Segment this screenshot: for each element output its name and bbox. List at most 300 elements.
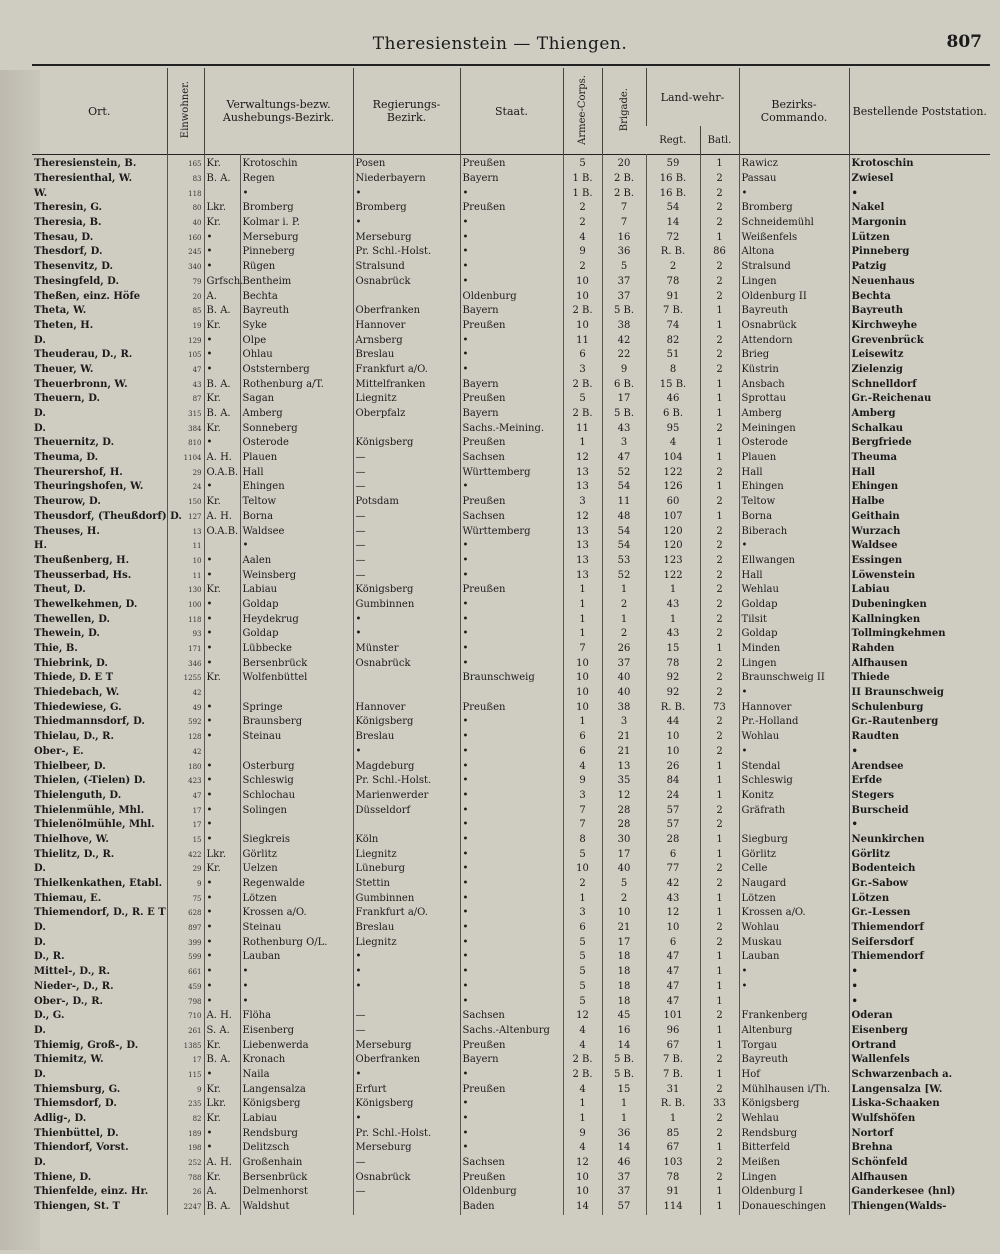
table-row (32, 1097, 990, 1112)
cell-verw-type: • (204, 598, 240, 613)
cell-verw-name: Wolfenbüttel (240, 671, 353, 686)
cell-verw-name: Ehingen (240, 480, 353, 495)
cell-post: Langensalza [W. (849, 1082, 990, 1097)
cell-staat: • (460, 980, 563, 995)
cell-regierung: Magdeburg (353, 759, 460, 774)
cell-regt: 57 (646, 803, 700, 818)
cell-post: Brehna (849, 1141, 990, 1156)
cell-einwohner: 130 (167, 583, 204, 598)
col-ort: Ort. (88, 104, 111, 118)
cell-regierung: • (353, 1112, 460, 1127)
cell-brigade: 14 (602, 1038, 646, 1053)
cell-regt: 85 (646, 1126, 700, 1141)
cell-armee: 4 (563, 230, 602, 245)
cell-ort: Theuerbronn, W. (34, 378, 128, 390)
cell-batl: 1 (700, 319, 739, 334)
table-row (32, 671, 990, 686)
cell-batl: 2 (700, 730, 739, 745)
cell-regierung: — (353, 1024, 460, 1039)
cell-verw-name: Rügen (240, 260, 353, 275)
cell-post: Essingen (849, 554, 990, 569)
cell-brigade: 40 (602, 686, 646, 701)
cell-post: Amberg (849, 407, 990, 422)
cell-bezirk: Wehlau (739, 583, 849, 598)
cell-brigade: 7 (602, 201, 646, 216)
cell-einwohner: 118 (167, 612, 204, 627)
cell-regierung: — (353, 480, 460, 495)
cell-staat: Preußen (460, 392, 563, 407)
cell-staat: • (460, 186, 563, 201)
cell-batl: 1 (700, 510, 739, 525)
cell-brigade: 9 (602, 363, 646, 378)
cell-ort: Thienfelde, einz. Hr. (34, 1186, 149, 1198)
cell-batl: 2 (700, 554, 739, 569)
cell-verw-type: • (204, 1126, 240, 1141)
col-regt: Regt. (659, 134, 687, 146)
cell-post: Burscheid (849, 803, 990, 818)
cell-einwohner: 11 (167, 568, 204, 583)
cell-ort: Thiemitz, W. (34, 1054, 104, 1066)
cell-brigade: 21 (602, 730, 646, 745)
cell-verw-name: Teltow (240, 495, 353, 510)
cell-armee: 5 (563, 935, 602, 950)
cell-batl: 1 (700, 230, 739, 245)
cell-regt: 67 (646, 1141, 700, 1156)
cell-armee: 11 (563, 421, 602, 436)
cell-brigade: 2 B. (602, 172, 646, 187)
cell-verw-type: • (204, 245, 240, 260)
cell-verw-name: Waldsee (240, 524, 353, 539)
cell-post: Seifersdorf (849, 935, 990, 950)
cell-staat: • (460, 656, 563, 671)
cell-verw-type: • (204, 921, 240, 936)
cell-post: II Braunschweig (849, 686, 990, 701)
cell-batl: 1 (700, 1200, 739, 1215)
cell-verw-name (240, 745, 353, 760)
cell-armee: 10 (563, 656, 602, 671)
cell-verw-name: Großenhain (240, 1156, 353, 1171)
cell-bezirk: Osterode (739, 436, 849, 451)
cell-verw-type: • (204, 1068, 240, 1083)
cell-post: Patzig (849, 260, 990, 275)
table-row (32, 1112, 990, 1127)
col-verwaltung: Verwaltungs-bezw. Aushebungs-Bezirk. (204, 68, 353, 155)
cell-ort: W. (34, 187, 48, 199)
cell-einwohner: 19 (167, 319, 204, 334)
cell-regierung: • (353, 980, 460, 995)
cell-brigade: 1 (602, 1112, 646, 1127)
cell-einwohner: 261 (167, 1024, 204, 1039)
cell-armee: 3 (563, 363, 602, 378)
cell-bezirk: Görlitz (739, 847, 849, 862)
cell-ort: Thienbüttel, D. (34, 1127, 119, 1139)
cell-ort: D., G. (34, 1010, 65, 1022)
cell-batl: 1 (700, 642, 739, 657)
cell-ort: Thielen, (-Tielen) D. (34, 775, 146, 787)
cell-einwohner: 13 (167, 524, 204, 539)
cell-staat: • (460, 745, 563, 760)
cell-verw-name: Delitzsch (240, 1141, 353, 1156)
cell-verw-name: Rothenburg a/T. (240, 377, 353, 392)
cell-verw-name: Plauen (240, 451, 353, 466)
cell-batl: 1 (700, 906, 739, 921)
cell-einwohner: 788 (167, 1170, 204, 1185)
cell-verw-type: S. A. (204, 1024, 240, 1039)
cell-brigade: 2 (602, 598, 646, 613)
cell-verw-name: Steinau (240, 921, 353, 936)
cell-staat: Bayern (460, 407, 563, 422)
cell-verw-type: • (204, 759, 240, 774)
cell-ort: Theßen, einz. Höfe (34, 290, 141, 302)
cell-verw-type: Kr. (204, 495, 240, 510)
cell-ort: Thiebrink, D. (34, 657, 108, 669)
cell-bezirk: Biberach (739, 524, 849, 539)
cell-einwohner: 24 (167, 480, 204, 495)
cell-einwohner: 79 (167, 275, 204, 290)
cell-einwohner: 26 (167, 1185, 204, 1200)
cell-regierung (353, 994, 460, 1009)
cell-bezirk: Oldenburg I (739, 1185, 849, 1200)
cell-bezirk: • (739, 745, 849, 760)
cell-brigade: 22 (602, 348, 646, 363)
cell-einwohner: 83 (167, 172, 204, 187)
cell-bezirk: Braunschweig II (739, 671, 849, 686)
cell-armee: 9 (563, 1126, 602, 1141)
cell-einwohner: 9 (167, 1082, 204, 1097)
cell-post: • (849, 745, 990, 760)
cell-bezirk: • (739, 686, 849, 701)
table-row (32, 539, 990, 554)
cell-verw-type: • (204, 656, 240, 671)
cell-regierung: • (353, 612, 460, 627)
cell-einwohner: 87 (167, 392, 204, 407)
cell-staat: • (460, 877, 563, 892)
cell-brigade: 5 (602, 260, 646, 275)
cell-verw-name: Goldap (240, 598, 353, 613)
cell-staat: • (460, 598, 563, 613)
cell-armee: 2 B. (563, 407, 602, 422)
table-row (32, 275, 990, 290)
cell-ort: Thiemsburg, G. (34, 1083, 121, 1095)
cell-regierung: Merseburg (353, 1038, 460, 1053)
cell-bezirk: Gräfrath (739, 803, 849, 818)
cell-regt: 114 (646, 1200, 700, 1215)
cell-batl: 1 (700, 759, 739, 774)
cell-bezirk: Wehlau (739, 1112, 849, 1127)
cell-armee: 3 (563, 906, 602, 921)
cell-verw-name: Kolmar i. P. (240, 216, 353, 231)
header-rule (32, 64, 990, 66)
table-row (32, 495, 990, 510)
cell-regierung (353, 1200, 460, 1215)
cell-verw-name: Rendsburg (240, 1126, 353, 1141)
cell-bezirk: Ellwangen (739, 554, 849, 569)
cell-brigade: 38 (602, 700, 646, 715)
cell-bezirk: Lingen (739, 275, 849, 290)
cell-post: Thiemendorf (849, 950, 990, 965)
cell-verw-name: Syke (240, 319, 353, 334)
cell-verw-type: • (204, 1141, 240, 1156)
cell-regierung: Gumbinnen (353, 598, 460, 613)
cell-armee: 4 (563, 759, 602, 774)
cell-regierung: Merseburg (353, 1141, 460, 1156)
cell-einwohner: 1255 (167, 671, 204, 686)
cell-einwohner: 423 (167, 774, 204, 789)
cell-verw-type: Lkr. (204, 847, 240, 862)
cell-batl: 2 (700, 201, 739, 216)
cell-brigade: 35 (602, 774, 646, 789)
cell-batl: 1 (700, 994, 739, 1009)
cell-bezirk: Mühlhausen i/Th. (739, 1082, 849, 1097)
cell-verw-name: Regenwalde (240, 877, 353, 892)
table-row (32, 201, 990, 216)
cell-armee: 7 (563, 803, 602, 818)
cell-ort: D. (34, 408, 46, 420)
cell-regt: 26 (646, 759, 700, 774)
cell-brigade: 38 (602, 319, 646, 334)
cell-regierung: • (353, 745, 460, 760)
cell-regt: 43 (646, 891, 700, 906)
cell-brigade: 11 (602, 495, 646, 510)
cell-staat (460, 686, 563, 701)
cell-verw-name: Merseburg (240, 230, 353, 245)
cell-verw-name: Bayreuth (240, 304, 353, 319)
cell-bezirk: Meißen (739, 1156, 849, 1171)
cell-einwohner: 897 (167, 921, 204, 936)
cell-verw-name: Lübbecke (240, 642, 353, 657)
cell-staat: Oldenburg (460, 289, 563, 304)
cell-ort: Thie, B. (34, 643, 78, 655)
cell-ort: Theuses, H. (34, 525, 100, 537)
cell-bezirk: Passau (739, 172, 849, 187)
col-regierung: Regierungs-Bezirk. (353, 68, 460, 155)
table-row (32, 789, 990, 804)
cell-verw-type: • (204, 994, 240, 1009)
table-row (32, 216, 990, 231)
cell-armee: 6 (563, 745, 602, 760)
cell-batl: 1 (700, 1024, 739, 1039)
cell-verw-type: • (204, 230, 240, 245)
table-row (32, 906, 990, 921)
cell-regt: 28 (646, 833, 700, 848)
cell-regt: 84 (646, 774, 700, 789)
table-row (32, 715, 990, 730)
cell-einwohner: 9 (167, 877, 204, 892)
cell-einwohner: 128 (167, 730, 204, 745)
cell-staat: • (460, 1126, 563, 1141)
cell-bezirk: Muskau (739, 935, 849, 950)
cell-verw-name: Schleswig (240, 774, 353, 789)
cell-verw-type: • (204, 833, 240, 848)
table-row (32, 510, 990, 525)
cell-post: Liska-Schaaken (849, 1097, 990, 1112)
cell-einwohner: 798 (167, 994, 204, 1009)
cell-ort: Theresienstein, B. (34, 158, 137, 170)
cell-brigade: 17 (602, 847, 646, 862)
table-row (32, 627, 990, 642)
cell-batl: 2 (700, 363, 739, 378)
cell-verw-name: Bentheim (240, 275, 353, 290)
cell-brigade: 21 (602, 745, 646, 760)
cell-staat: Sachsen (460, 1009, 563, 1024)
cell-armee: 12 (563, 451, 602, 466)
table-row (32, 1053, 990, 1068)
cell-regierung: • (353, 627, 460, 642)
cell-regierung: • (353, 186, 460, 201)
cell-einwohner: 82 (167, 1112, 204, 1127)
table-row (32, 598, 990, 613)
cell-verw-type: • (204, 554, 240, 569)
cell-einwohner: 40 (167, 216, 204, 231)
cell-armee: 13 (563, 465, 602, 480)
cell-einwohner: 80 (167, 201, 204, 216)
table-row (32, 862, 990, 877)
cell-brigade: 37 (602, 1185, 646, 1200)
cell-ort: Thesau, D. (34, 231, 94, 243)
cell-regt: 67 (646, 1038, 700, 1053)
cell-einwohner: 105 (167, 348, 204, 363)
cell-verw-type (204, 686, 240, 701)
cell-regt: 47 (646, 965, 700, 980)
cell-brigade: 17 (602, 392, 646, 407)
cell-verw-type: • (204, 480, 240, 495)
cell-staat: Bayern (460, 304, 563, 319)
cell-regt: 51 (646, 348, 700, 363)
cell-regierung: Erfurt (353, 1082, 460, 1097)
cell-verw-type: • (204, 774, 240, 789)
cell-verw-type (204, 539, 240, 554)
table-row (32, 583, 990, 598)
cell-batl: 2 (700, 715, 739, 730)
cell-batl: 1 (700, 407, 739, 422)
cell-einwohner: 252 (167, 1156, 204, 1171)
cell-staat: • (460, 994, 563, 1009)
cell-verw-type: Kr. (204, 1170, 240, 1185)
cell-regierung: Düsseldorf (353, 803, 460, 818)
table-row (32, 745, 990, 760)
cell-armee: 6 (563, 348, 602, 363)
cell-staat: • (460, 642, 563, 657)
table-row (32, 994, 990, 1009)
cell-regierung: Breslau (353, 348, 460, 363)
cell-einwohner: 661 (167, 965, 204, 980)
cell-batl: 2 (700, 216, 739, 231)
cell-einwohner: 384 (167, 421, 204, 436)
cell-staat: • (460, 275, 563, 290)
col-einwohner: Einwohner. (167, 68, 204, 155)
cell-regt: 123 (646, 554, 700, 569)
cell-verw-type: O.A.B. (204, 465, 240, 480)
table-row (32, 480, 990, 495)
cell-ort: Thiemsdorf, D. (34, 1098, 117, 1110)
cell-post: Hall (849, 465, 990, 480)
cell-staat: • (460, 539, 563, 554)
cell-einwohner: 189 (167, 1126, 204, 1141)
cell-bezirk: Bayreuth (739, 304, 849, 319)
cell-regierung: Köln (353, 833, 460, 848)
cell-regt: 72 (646, 230, 700, 245)
cell-ort: Thielhove, W. (34, 833, 109, 845)
cell-regt: 43 (646, 598, 700, 613)
cell-ort: Theuer, W. (34, 363, 94, 375)
cell-armee: 13 (563, 554, 602, 569)
cell-regt: 107 (646, 510, 700, 525)
cell-batl: 2 (700, 186, 739, 201)
cell-regierung: — (353, 510, 460, 525)
cell-brigade: 52 (602, 568, 646, 583)
cell-batl: 1 (700, 1185, 739, 1200)
cell-batl: 1 (700, 891, 739, 906)
cell-batl: 1 (700, 304, 739, 319)
cell-regt: 31 (646, 1082, 700, 1097)
cell-armee: 4 (563, 1082, 602, 1097)
cell-ort: Theta, W. (34, 305, 87, 317)
cell-einwohner: 118 (167, 186, 204, 201)
cell-batl: 2 (700, 612, 739, 627)
cell-brigade: 3 (602, 436, 646, 451)
cell-bezirk: Sprottau (739, 392, 849, 407)
table-row (32, 155, 990, 172)
table-body (32, 155, 990, 1215)
cell-verw-name: Langensalza (240, 1082, 353, 1097)
cell-regt: 42 (646, 877, 700, 892)
cell-regt: 122 (646, 465, 700, 480)
cell-verw-type: Kr. (204, 1082, 240, 1097)
cell-staat: • (460, 862, 563, 877)
cell-batl: 2 (700, 1126, 739, 1141)
cell-regierung: • (353, 950, 460, 965)
cell-regt: 104 (646, 451, 700, 466)
cell-batl: 1 (700, 1068, 739, 1083)
cell-regierung: Lüneburg (353, 862, 460, 877)
cell-ort: D. (34, 1157, 46, 1169)
cell-batl: 2 (700, 260, 739, 275)
col-batl: Batl. (700, 126, 739, 155)
cell-post: Neuenhaus (849, 275, 990, 290)
cell-einwohner: 180 (167, 759, 204, 774)
cell-brigade: 21 (602, 921, 646, 936)
cell-verw-name: Sagan (240, 392, 353, 407)
cell-verw-type: Kr. (204, 583, 240, 598)
cell-bezirk: Altenburg (739, 1024, 849, 1039)
cell-post: Wurzach (849, 524, 990, 539)
cell-verw-type: Kr. (204, 862, 240, 877)
cell-post: Kallningken (849, 612, 990, 627)
cell-bezirk: Frankenberg (739, 1009, 849, 1024)
cell-einwohner: 17 (167, 803, 204, 818)
cell-staat: Sachsen (460, 1156, 563, 1171)
table-row (32, 436, 990, 451)
cell-staat: Preußen (460, 1038, 563, 1053)
cell-batl: 1 (700, 833, 739, 848)
cell-brigade: 30 (602, 833, 646, 848)
cell-verw-name: Delmenhorst (240, 1185, 353, 1200)
cell-batl: 1 (700, 480, 739, 495)
cell-verw-name: Ohlau (240, 348, 353, 363)
table-row (32, 803, 990, 818)
table-row (32, 1082, 990, 1097)
cell-post: Thiede (849, 671, 990, 686)
cell-regierung (353, 289, 460, 304)
cell-regt: 8 (646, 363, 700, 378)
cell-bezirk: Donaueschingen (739, 1200, 849, 1215)
cell-verw-type: • (204, 260, 240, 275)
cell-verw-name: Solingen (240, 803, 353, 818)
cell-verw-name: Görlitz (240, 847, 353, 862)
cell-batl: 1 (700, 789, 739, 804)
cell-bezirk: Goldap (739, 627, 849, 642)
cell-verw-type: • (204, 436, 240, 451)
